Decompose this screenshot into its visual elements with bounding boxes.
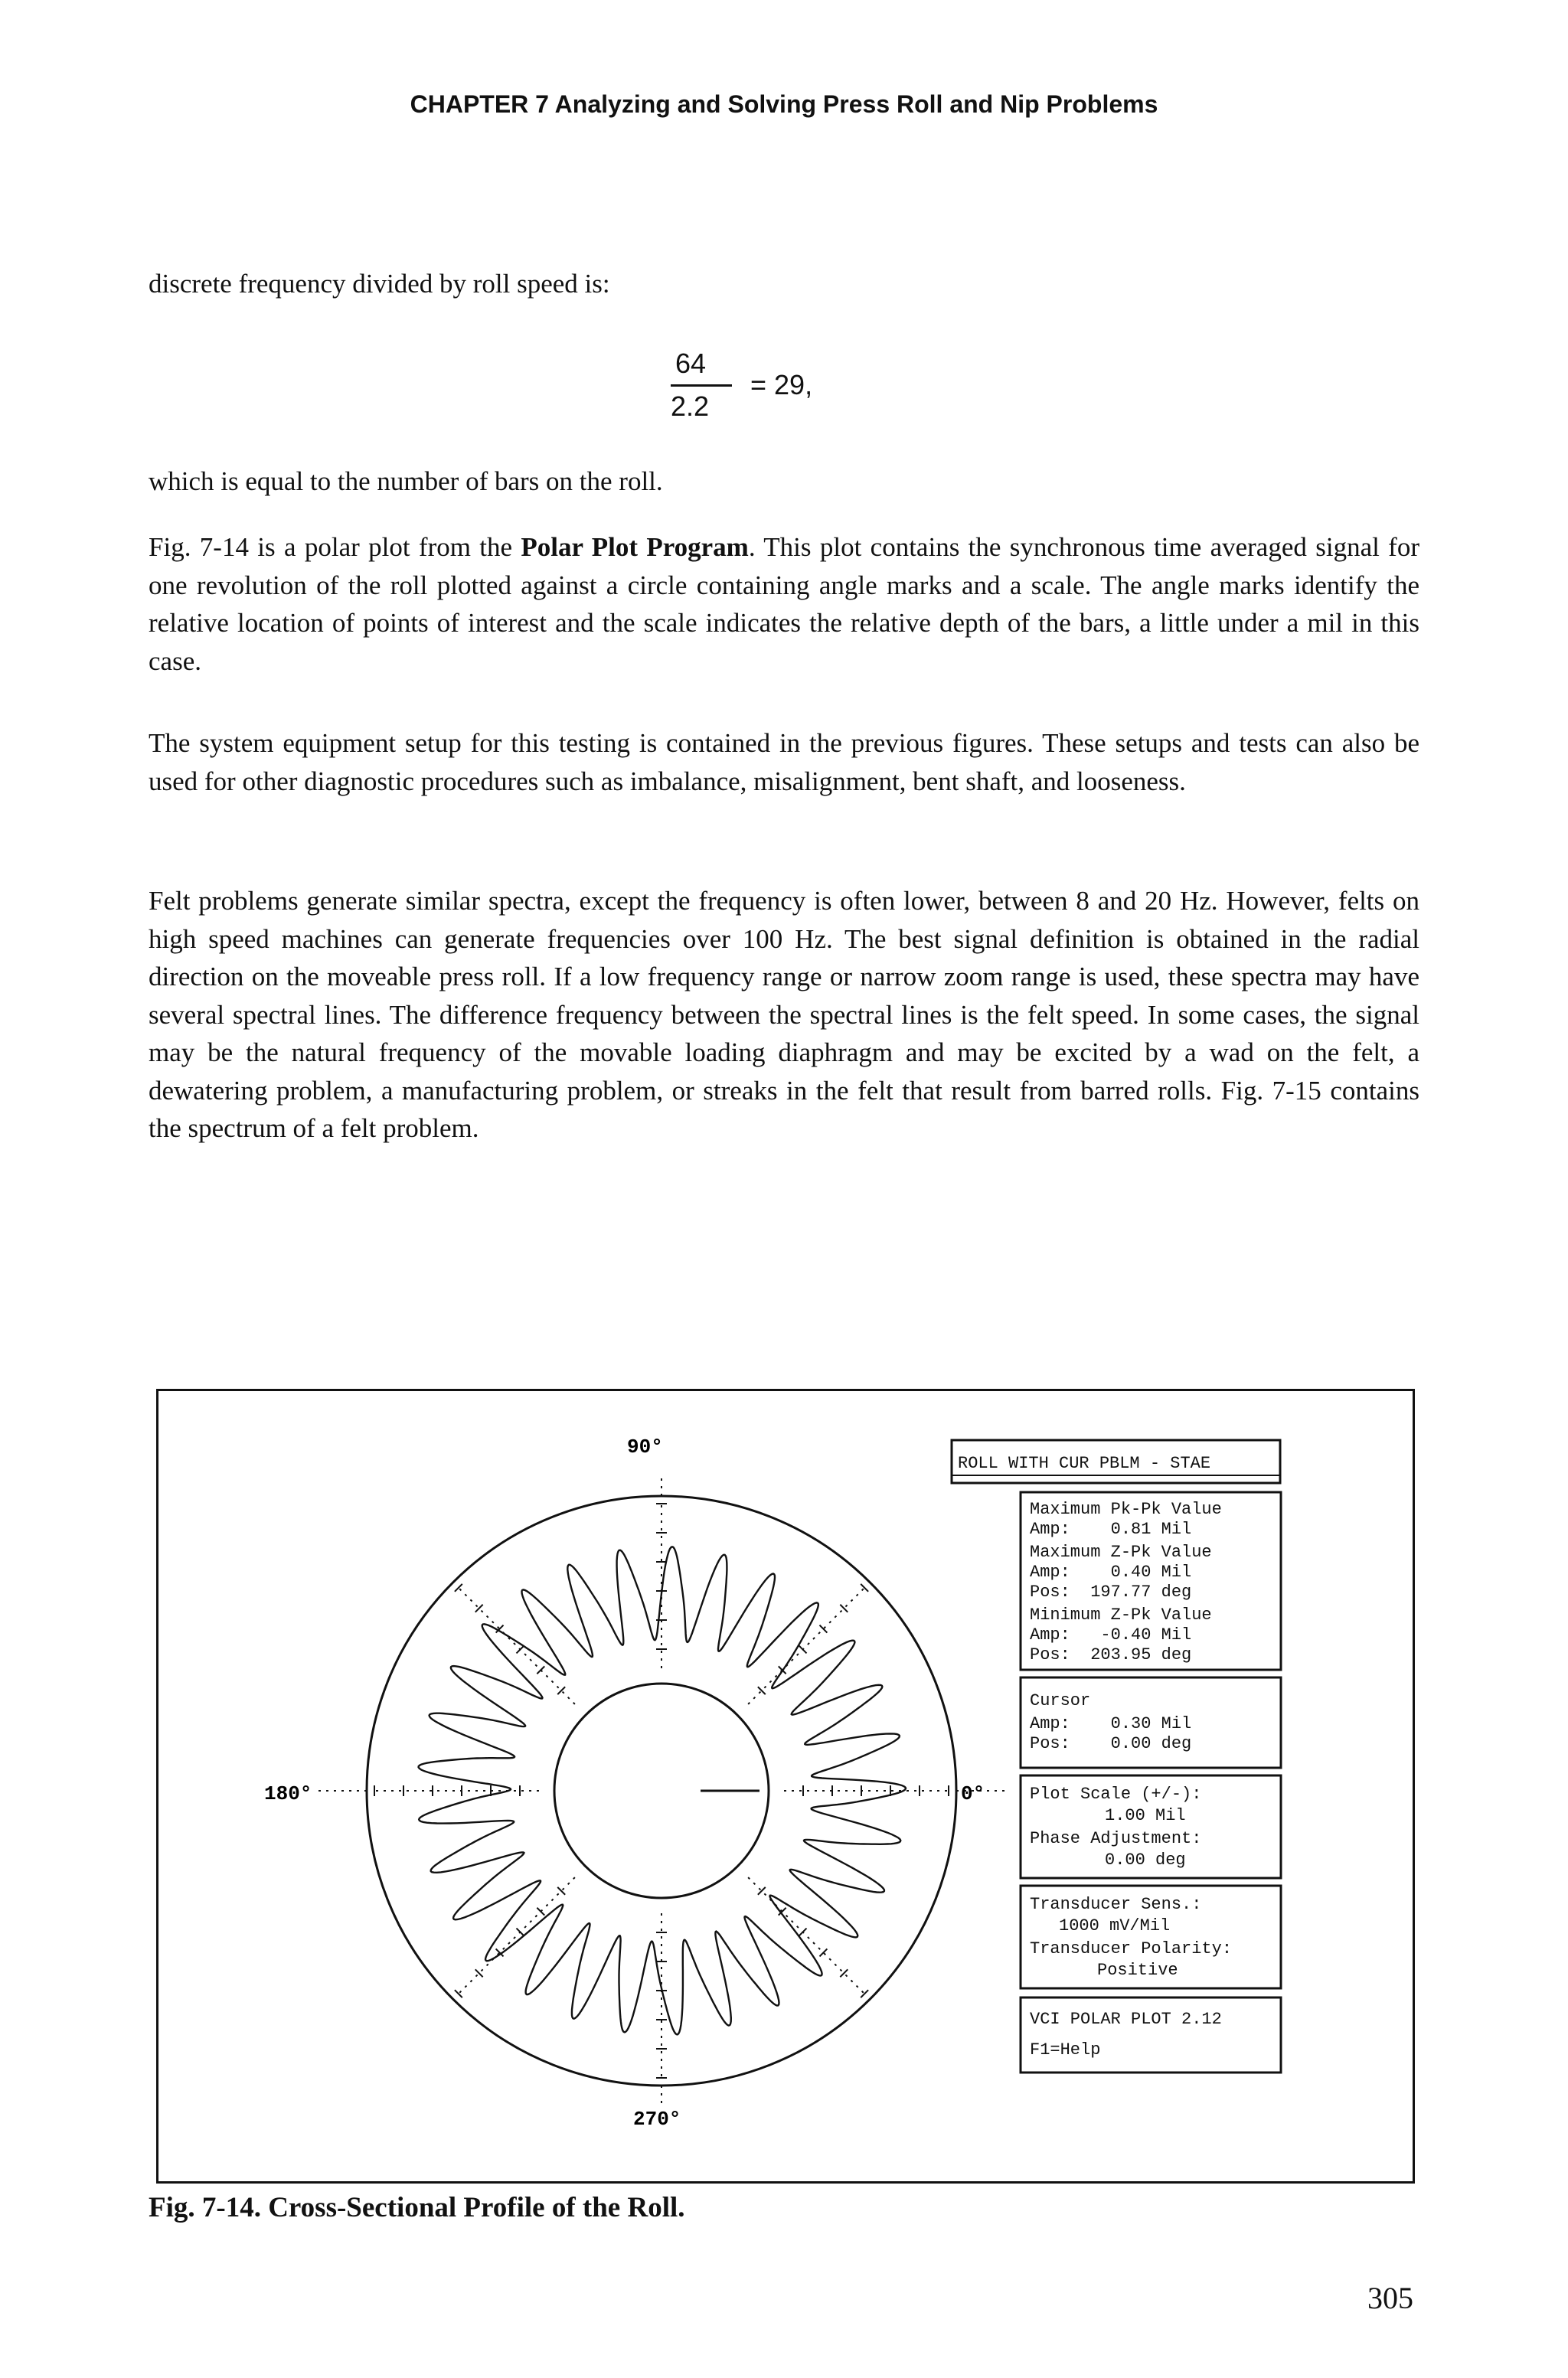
stat-line-7: Amp: -0.40 Mil (1030, 1625, 1192, 1645)
program-box (1021, 1997, 1281, 2073)
angle-tick (537, 1908, 544, 1916)
fraction-bar (671, 384, 732, 387)
angle-tick (516, 1929, 524, 1936)
paragraph-fig-7-14: Fig. 7-14 is a polar plot from the Polar Plot Program. This plot contains the synchronous time averaged signal for one revolution of the roll plotted against a circle containing angle marks and a scale. The angle marks identify the relative location of points of interest and the scale indicates the relative depth of the bars, a little under a mil in this case. (149, 532, 1419, 676)
info-panel (952, 1440, 1281, 2073)
angle-label-180: 180° (264, 1782, 312, 1805)
polar-plot-figure (158, 1391, 1413, 2181)
paragraph-intro: discrete frequency divided by roll speed is: (149, 269, 610, 299)
stat-line-3: Maximum Z-Pk Value (1030, 1543, 1212, 1562)
figure-7-14 (156, 1389, 1415, 2184)
stat-line-6: Minimum Z-Pk Value (1030, 1605, 1212, 1625)
stat-line-4: Amp: 0.40 Mil (1030, 1563, 1192, 1582)
equation-numerator: 64 (675, 348, 707, 379)
angle-tick (799, 1929, 807, 1936)
page-number: 305 (1367, 2281, 1413, 2315)
equation-result: = 29, (750, 369, 813, 400)
stat-line-5: Pos: 197.77 deg (1030, 1583, 1192, 1602)
program-name: Polar Plot Program (521, 532, 749, 562)
plot-scale-label: Plot Scale (+/-): (1030, 1785, 1202, 1804)
stat-line-2: Amp: 0.81 Mil (1030, 1520, 1192, 1539)
figure-caption: Fig. 7-14. Cross-Sectional Profile of the Roll. (149, 2192, 685, 2223)
panel-title: ROLL WITH CUR PBLM - STAE (958, 1454, 1211, 1473)
angle-axis-315 (748, 1877, 867, 1997)
angle-tick (537, 1666, 544, 1674)
paragraph-felt: Felt problems generate similar spectra, except the frequency is often lower, between 8 and 20 Hz. However, felts on high speed machines can generate frequencies over 100 Hz. The best signal definition is obtained in the radial direction on the moveable press roll. If a low frequency range or narrow zoom range is used, these spectra may have several spectral lines. The difference frequency between the spectral lines is the felt speed. In some cases, the signal may be the natural frequency of the movable loading diaphragm and may be excited by a wad on the felt, a dewatering problem, a manufacturing problem, or streaks in the felt that result from barred rolls. Fig. 7-15 contains the spectrum of a felt problem. (149, 886, 1419, 1143)
transducer-sens-label: Transducer Sens.: (1030, 1895, 1202, 1914)
program-version: VCI POLAR PLOT 2.12 (1030, 2010, 1222, 2029)
equation-denominator: 2.2 (671, 390, 710, 422)
angle-label-0: 0° (961, 1782, 985, 1805)
help-hint: F1=Help (1030, 2040, 1101, 2060)
phase-adjust-label: Phase Adjustment: (1030, 1829, 1202, 1848)
paragraph-bars: which is equal to the number of bars on the roll. (149, 466, 663, 496)
cursor-title: Cursor (1030, 1691, 1091, 1710)
cursor-amp: Amp: 0.30 Mil (1030, 1714, 1192, 1733)
phase-adjust-value: 0.00 deg (1105, 1850, 1186, 1870)
angle-axis-45 (748, 1585, 867, 1704)
transducer-polarity-value: Positive (1097, 1961, 1178, 1980)
stat-line-1: Maximum Pk-Pk Value (1030, 1500, 1222, 1519)
cursor-pos: Pos: 0.00 deg (1030, 1734, 1192, 1753)
stat-line-8: Pos: 203.95 deg (1030, 1645, 1192, 1664)
outer-scale-circle (367, 1496, 956, 2086)
polar-plot (317, 1475, 1006, 2106)
angle-label-270: 270° (633, 2108, 681, 2131)
angle-tick (819, 1625, 827, 1633)
transducer-polarity-label: Transducer Polarity: (1030, 1939, 1233, 1958)
plot-scale-value: 1.00 Mil (1105, 1806, 1186, 1825)
angle-label-90: 90° (627, 1436, 663, 1458)
paragraph-setup: The system equipment setup for this testing is contained in the previous figures. These setups and tests can also be used for other diagnostic procedures such as imbalance, misalignment, bent shaft, and looseness. (149, 728, 1419, 796)
running-header: CHAPTER 7 Analyzing and Solving Press Roll and Nip Problems (410, 90, 1158, 118)
angle-tick (516, 1645, 524, 1653)
angle-tick (819, 1948, 827, 1956)
transducer-sens-value: 1000 mV/Mil (1059, 1916, 1171, 1935)
angle-tick (799, 1645, 807, 1653)
